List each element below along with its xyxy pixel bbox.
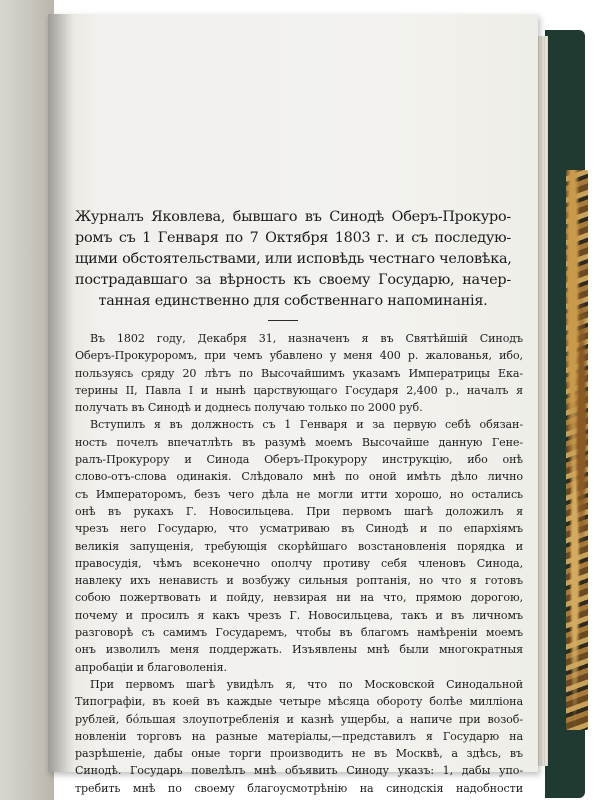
text-line: собою пожертвовать и пойду, невзирая ни на что, прямою дорогою, bbox=[75, 591, 523, 605]
text-line: Синодѣ. Государь повелѣлъ мнѣ объявить Синоду указъ: 1, дабы упо- bbox=[75, 764, 523, 778]
text-line: онѣ въ рукахъ Г. Новосильцева. При первомъ шагѣ доложилъ я bbox=[75, 504, 523, 518]
text-line: навлеку ихъ ненависть и возбужу сильныя роптанія, но что я готовъ bbox=[75, 574, 523, 588]
text-line: великія запущенія, требующія скорѣйшаго возстановленія порядка и bbox=[75, 539, 523, 553]
paragraph bbox=[75, 416, 523, 675]
text-line: новленіи торговъ на разные матеріалы,—представилъ я Государю на bbox=[75, 729, 523, 743]
text-line: онъ изволилъ меня поддержать. Изъявлены мнѣ были многократныя bbox=[75, 643, 523, 657]
text-line: ность почелъ впечатлѣть въ разумѣ моемъ Высочайше данную Гене- bbox=[75, 435, 523, 449]
marbled-edge bbox=[566, 170, 588, 730]
chapter-title bbox=[75, 207, 511, 312]
text-line: получать въ Синодѣ и доднесь получаю только по 2000 руб. bbox=[75, 401, 423, 415]
text-line: разговорѣ съ самимъ Государемъ, чтобы въ благомъ намѣреніи моемъ bbox=[75, 626, 523, 640]
title-line: танная единственно для собственнаго напоминанія. bbox=[98, 293, 488, 309]
text-line: почему и просилъ я какъ чрезъ Г. Новосильцева, такъ и въ личномъ bbox=[75, 608, 523, 622]
text-line: Типографіи, въ коей въ каждые четыре мѣсяца обороту болѣе милліона bbox=[75, 695, 523, 709]
paragraph bbox=[75, 676, 523, 797]
title-line: щими обстоятельствами, или исповѣдь честнаго человѣка, bbox=[75, 251, 512, 267]
body-text bbox=[75, 330, 523, 797]
text-line: требить мнѣ по своему благоусмотрѣнію на синодскія надобности bbox=[75, 781, 523, 795]
section-divider bbox=[268, 320, 298, 321]
text-line: Вступилъ я въ должность съ 1 Генваря и за первую себѣ обязан- bbox=[90, 418, 523, 432]
paragraph bbox=[75, 330, 523, 416]
text-line: апробаціи и благоволенія. bbox=[75, 660, 227, 674]
text-line: пользуясь сряду 20 лѣтъ по Высочайшимъ указамъ Императрицы Ека- bbox=[75, 366, 523, 380]
title-line: пострадавшаго за вѣрность къ своему Государю, начер- bbox=[75, 272, 511, 288]
text-line: терины II, Павла I и нынѣ царствующаго Государя 2,400 р., началъ я bbox=[75, 383, 523, 397]
text-line: слово-отъ-слова одинакія. Слѣдовало мнѣ по оной имѣть дѣло лично bbox=[75, 470, 523, 484]
book-cover-left bbox=[0, 0, 54, 800]
text-line: разрѣшеніе, дабы оные торги производить не въ Москвѣ, а здѣсь, въ bbox=[75, 747, 523, 761]
title-line: Журналъ Яковлева, бывшаго въ Синодѣ Оберъ-Прокуро- bbox=[75, 209, 511, 225]
text-line: съ Императоромъ, безъ чего дѣла не могли итти хорошо, но остались bbox=[75, 487, 523, 501]
text-line: рублей, бóльшая злоупотребленія и казнѣ ущербы, а напиче при возоб- bbox=[75, 712, 523, 726]
text-line: Оберъ-Прокуроромъ, при чемъ убавлено у меня 400 р. жалованья, ибо, bbox=[75, 349, 523, 363]
title-line: ромъ съ 1 Генваря по 7 Октября 1803 г. и съ последую- bbox=[75, 230, 511, 246]
text-line: Въ 1802 году, Декабря 31, назначенъ я въ Святѣйшій Синодъ bbox=[90, 332, 523, 345]
text-line: При первомъ шагѣ увидѣлъ я, что по Московской Синодальной bbox=[90, 677, 523, 691]
text-line: чрезъ него Государю, что усматриваю въ Синодѣ и по епархіямъ bbox=[75, 522, 523, 536]
text-line: правосудія, чѣмъ всеконечно ополчу противу себя членовъ Синода, bbox=[75, 556, 523, 570]
text-line: ралъ-Прокурору и Синода Оберъ-Прокурору инструкцію, ибо онѣ bbox=[75, 453, 523, 467]
gutter-shadow bbox=[48, 14, 74, 772]
